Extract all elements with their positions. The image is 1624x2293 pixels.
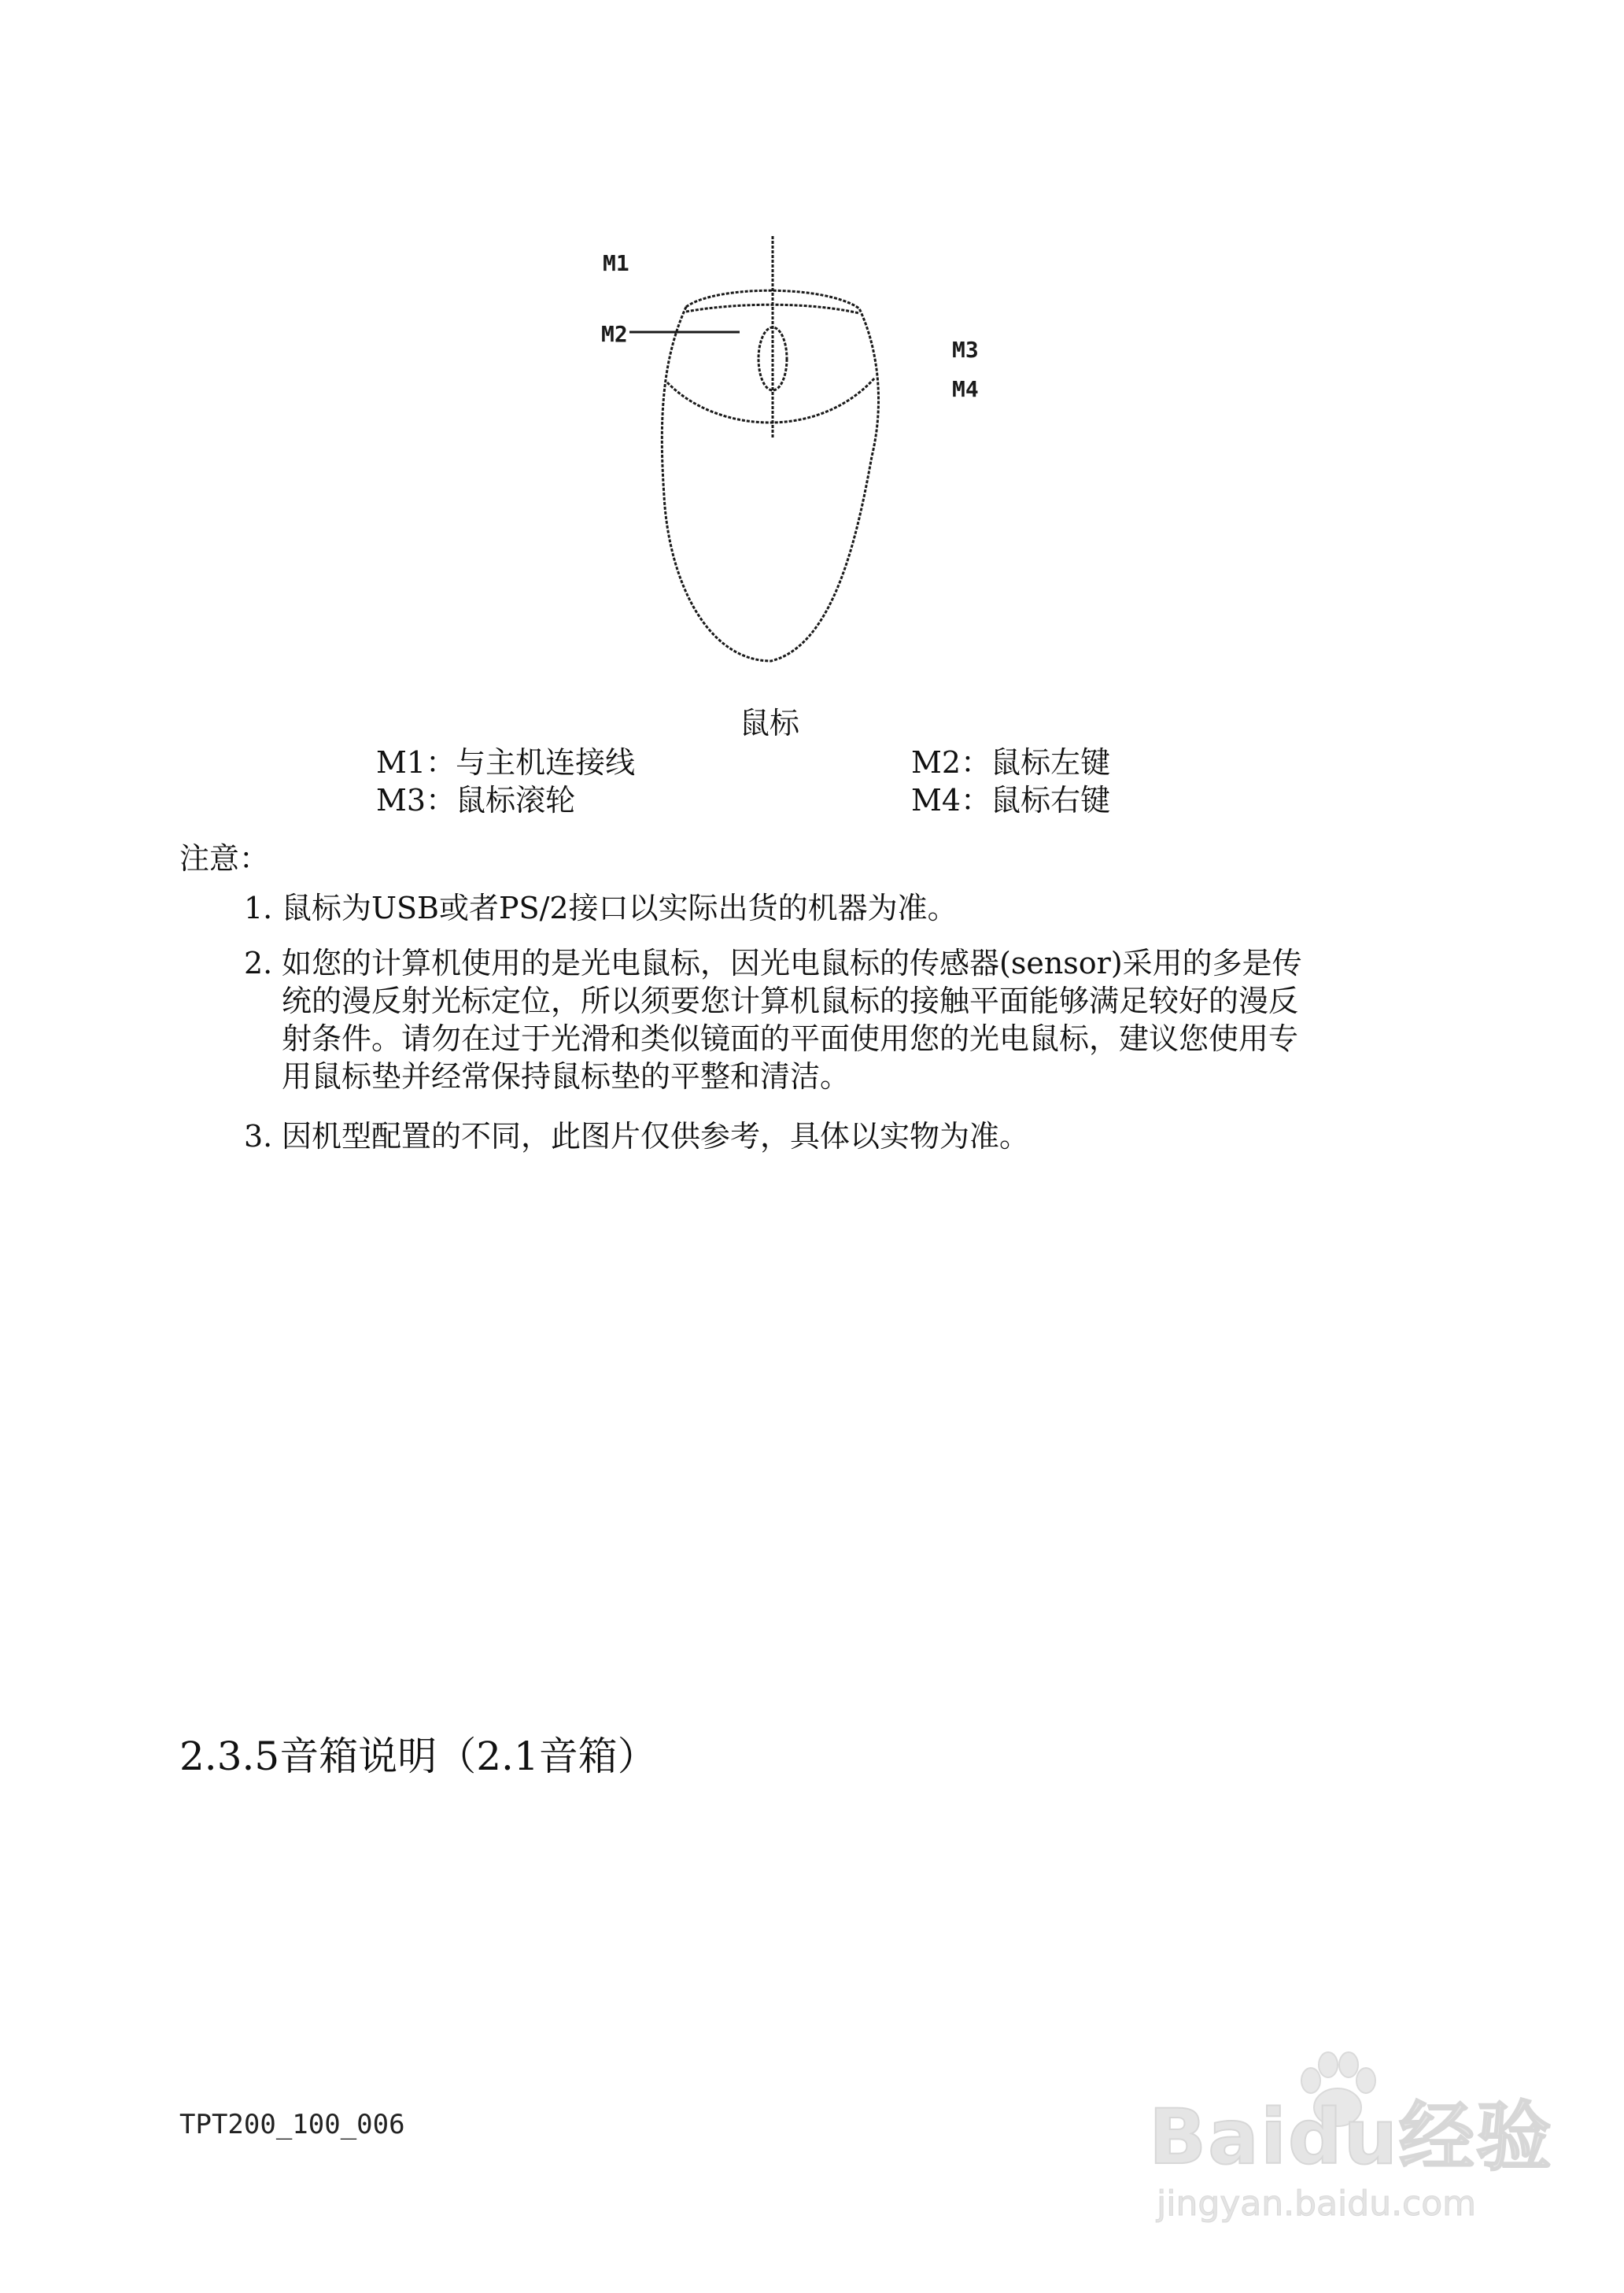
label-m3: M3	[952, 337, 979, 363]
legend-m3: M3：鼠标滚轮	[376, 783, 576, 818]
button-divider-curve	[667, 378, 875, 423]
legend-m2: M2：鼠标左键	[911, 745, 1111, 780]
legend-m1: M1：与主机连接线	[376, 745, 636, 780]
figure-caption: 鼠标	[740, 706, 800, 740]
watermark-brand: Baidu经验	[1149, 2093, 1553, 2181]
note-number: 1.	[244, 891, 273, 925]
note-item-3	[244, 1117, 1463, 1155]
document-footer: TPT200_100_006	[179, 2109, 405, 2140]
note-line: 统的漫反射光标定位，所以须要您计算机鼠标的接触平面能够满足较好的漫反	[282, 984, 1299, 1018]
note-item-2	[244, 944, 1463, 1095]
note-line: 射条件。请勿在过于光滑和类似镜面的平面使用您的光电鼠标，建议您使用专	[282, 1021, 1299, 1056]
label-m4: M4	[952, 376, 979, 402]
mouse-body	[662, 290, 878, 661]
note-line: 如您的计算机使用的是光电鼠标，因光电鼠标的传感器(sensor)采用的多是传	[282, 946, 1302, 980]
notes-title: 注意：	[179, 841, 270, 876]
label-m2: M2	[601, 321, 628, 347]
label-m1: M1	[603, 250, 629, 276]
baidu-watermark	[1149, 2046, 1558, 2235]
section-heading: 2.3.5音箱说明（2.1音箱）	[179, 1734, 657, 1779]
note-line: 因机型配置的不同，此图片仅供参考，具体以实物为准。	[282, 1119, 1030, 1154]
note-line: 鼠标为USB或者PS/2接口以实际出货的机器为准。	[282, 891, 958, 925]
note-item-1	[244, 889, 1463, 927]
watermark-url: jingyan.baidu.com	[1157, 2184, 1477, 2224]
note-line: 用鼠标垫并经常保持鼠标垫的平整和清洁。	[282, 1059, 851, 1094]
legend-m4: M4：鼠标右键	[911, 783, 1111, 818]
note-number: 2.	[244, 946, 273, 980]
mouse-diagram	[582, 236, 1054, 677]
mouse-figure	[582, 236, 1054, 677]
note-number: 3.	[244, 1119, 273, 1154]
